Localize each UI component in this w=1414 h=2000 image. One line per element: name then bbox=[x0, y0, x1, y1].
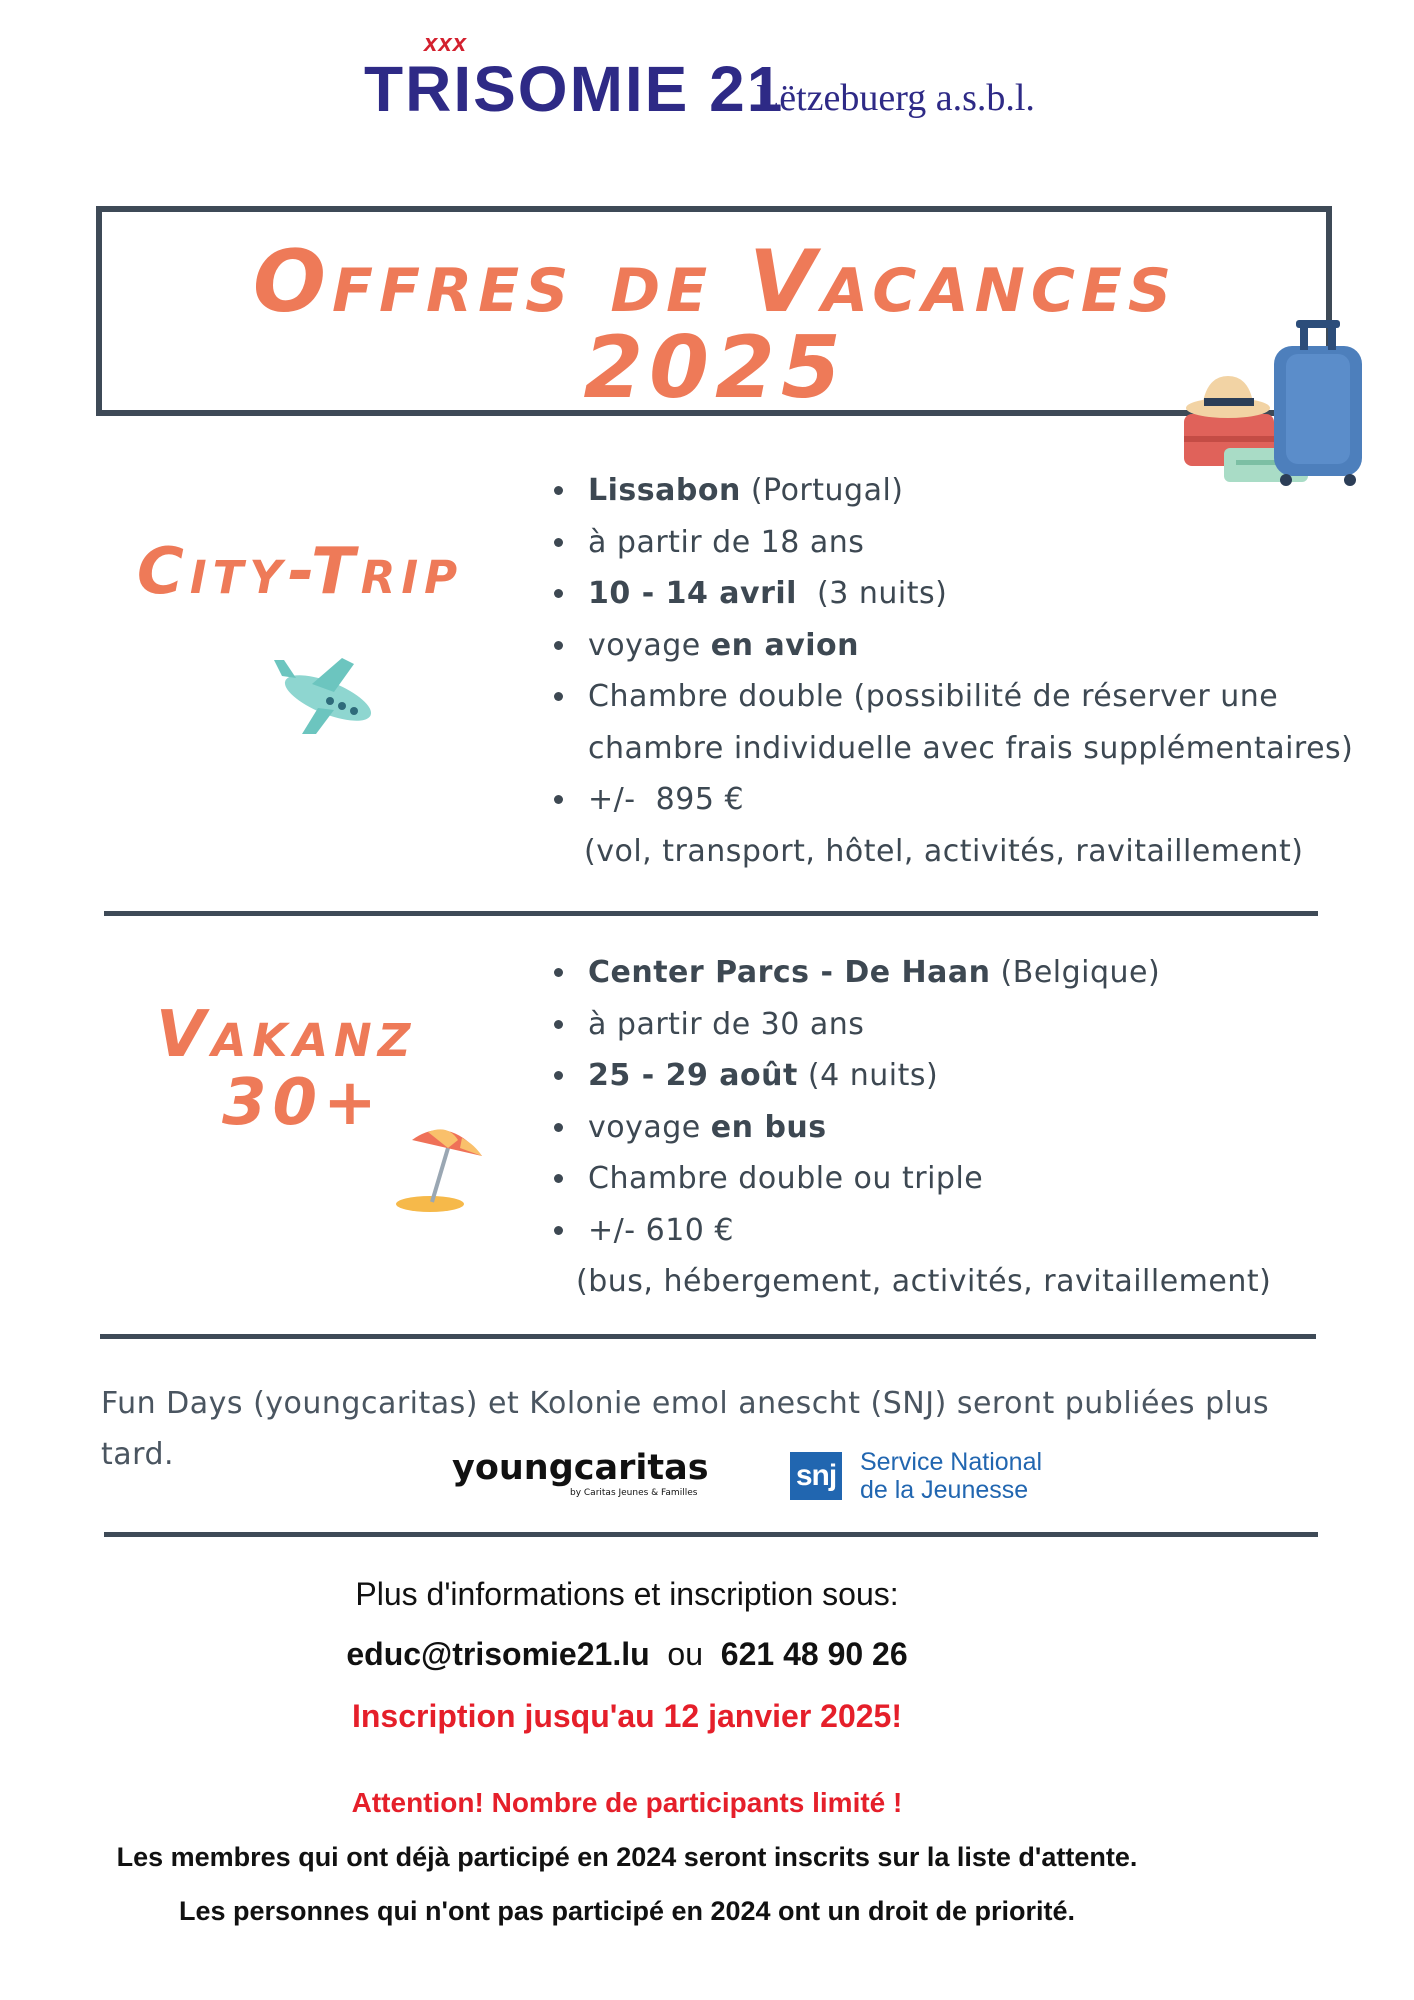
attention-text: Attention! Nombre de participants limité ! bbox=[351, 1787, 903, 1818]
snj-logo-line1: Service National bbox=[860, 1448, 1043, 1476]
phone-number[interactable]: 621 48 90 26 bbox=[720, 1636, 908, 1672]
waitlist-note: Les membres qui ont déjà participé en 2024 seront inscrits sur la liste d'attente. bbox=[116, 1842, 1138, 1872]
priority-note: Les personnes qui n'ont pas participé en 2024 ont un droit de priorité. bbox=[178, 1896, 1076, 1926]
city-trip-details bbox=[550, 465, 1353, 877]
divider bbox=[100, 1334, 1316, 1339]
list-item: Chambre double ou triple bbox=[550, 1153, 1271, 1205]
city-trip-heading: City-Trip bbox=[136, 535, 464, 609]
info-line: Plus d'informations et inscription sous: bbox=[355, 1576, 899, 1612]
deadline-text: Inscription jusqu'au 12 janvier 2025! bbox=[351, 1698, 902, 1734]
snj-logo-mark: snj bbox=[790, 1452, 842, 1500]
list-item: +/- 610 € bbox=[550, 1205, 1271, 1257]
price-note: (vol, transport, hôtel, activités, ravitaillement) bbox=[584, 833, 1304, 869]
price-note: (bus, hébergement, activités, ravitaillement) bbox=[576, 1264, 1272, 1299]
list-item: 25 - 29 août (4 nuits) bbox=[550, 1050, 1271, 1102]
snj-logo-line2: de la Jeunesse bbox=[860, 1476, 1029, 1504]
youngcaritas-logo: youngcaritas bbox=[452, 1448, 709, 1488]
list-item: 10 - 14 avril (3 nuits) bbox=[550, 568, 1353, 620]
logo-trisomie21: TRISOMIE 21 bbox=[364, 53, 785, 125]
list-item: +/- 895 € bbox=[550, 774, 1353, 826]
list-item: Center Parcs - De Haan (Belgique) bbox=[550, 947, 1271, 999]
divider bbox=[104, 911, 1318, 916]
fun-days-text: Fun Days (youngcaritas) et Kolonie emol anescht (SNJ) seront publiées plus tard. bbox=[101, 1386, 1270, 1472]
page-title-year: 2025 bbox=[583, 318, 847, 418]
vakanz-details bbox=[550, 947, 1271, 1308]
list-item: Chambre double (possibilité de réserver une chambre individuelle avec frais supplémentaires) bbox=[550, 671, 1353, 774]
divider bbox=[104, 1532, 1318, 1537]
list-item: à partir de 18 ans bbox=[550, 517, 1353, 569]
logo-subtitle: Lëtzebuerg a.s.b.l. bbox=[756, 77, 1035, 119]
page-title: Offres de Vacances bbox=[252, 232, 1178, 332]
beach-umbrella-icon bbox=[388, 1118, 486, 1214]
logo-xxx: xxx bbox=[424, 30, 468, 57]
list-item: voyage en avion bbox=[550, 620, 1353, 672]
contact-line bbox=[0, 1636, 1334, 1673]
list-item: Lissabon (Portugal) bbox=[550, 465, 1353, 517]
list-item: à partir de 30 ans bbox=[550, 999, 1271, 1051]
vakanz-heading-age: 30+ bbox=[222, 1066, 383, 1140]
vakanz-heading: Vakanz bbox=[156, 998, 417, 1072]
list-item: voyage en bus bbox=[550, 1102, 1271, 1154]
or-text: ou bbox=[667, 1636, 704, 1672]
email-link[interactable]: educ@trisomie21.lu bbox=[346, 1636, 650, 1672]
airplane-icon bbox=[272, 656, 384, 736]
youngcaritas-tagline: by Caritas Jeunes & Familles bbox=[570, 1488, 698, 1498]
